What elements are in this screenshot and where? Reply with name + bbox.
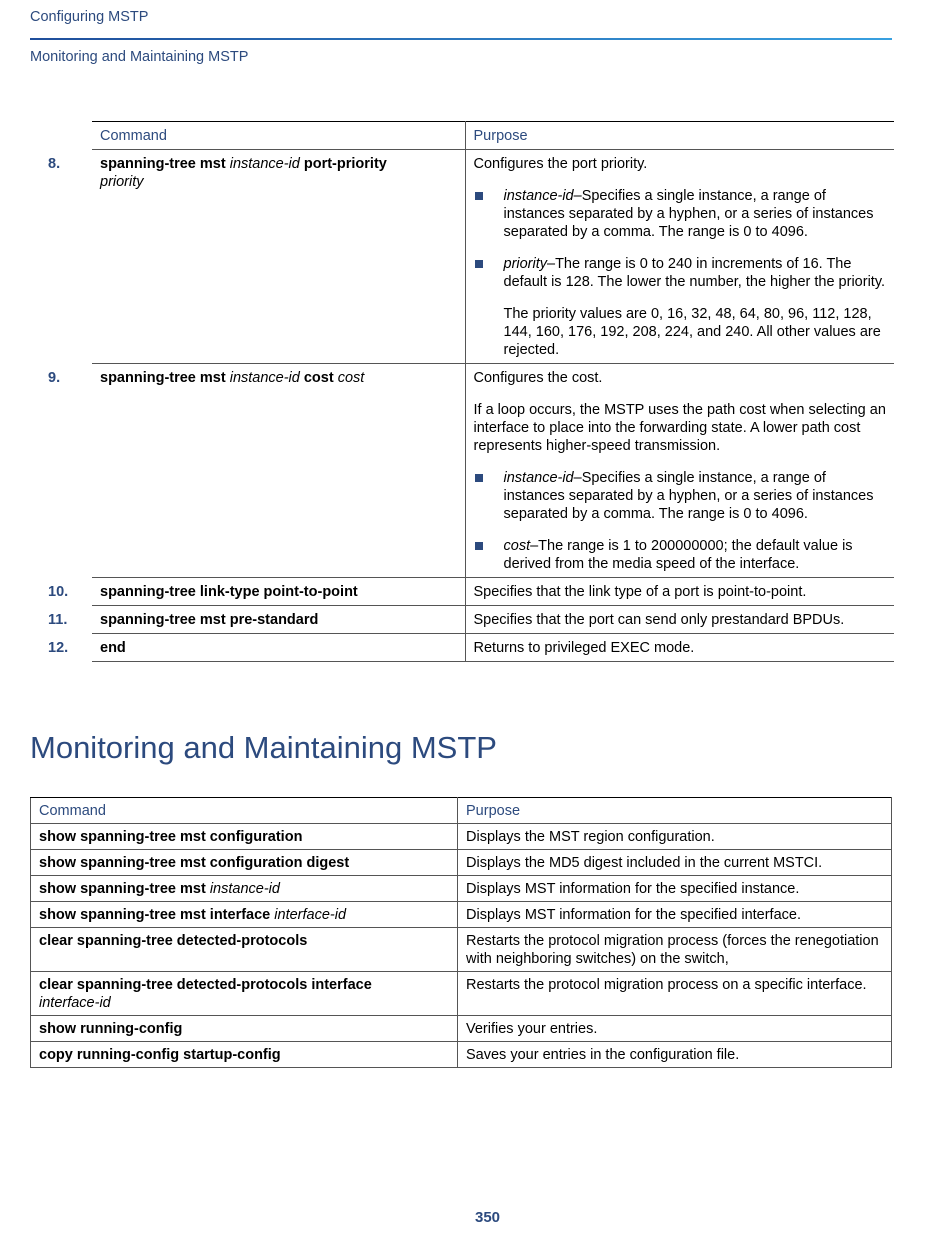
bullet-square-icon [475,260,483,268]
step-number: 11. [48,611,68,628]
column-header-command: Command [31,798,458,824]
bullet-square-icon [475,474,483,482]
section-title: Monitoring and Maintaining MSTP [30,730,497,765]
page-number: 350 [474,1209,501,1226]
step-row-10 [30,578,894,606]
table-row [31,876,892,902]
command-cell: show spanning-tree mst configuration [31,824,458,850]
command-cell: clear spanning-tree detected-protocols interface interface-id [31,972,458,1016]
command-cell: show spanning-tree mst instance-id [31,876,458,902]
step-command: end [92,634,465,662]
step-row-9 [30,364,894,578]
bullet-item: instance-id–Specifies a single instance, a range of instances separated by a hyphen, or a series of instances separated by a comma. The range is 0 to 4096. [474,469,887,523]
running-header-section: Monitoring and Maintaining MSTP [30,49,249,65]
step-number: 12. [48,639,69,656]
step-command: spanning-tree mst instance-id port-priority priority [92,150,465,364]
steps-table [30,121,894,662]
table-row [31,1016,892,1042]
header-rule [30,38,892,40]
command-cell: show spanning-tree mst interface interface-id [31,902,458,928]
steps-table-header [30,122,894,150]
table-row [31,902,892,928]
bullet-item: instance-id–Specifies a single instance, a range of instances separated by a hyphen, or a series of instances separated by a comma. The range is 0 to 4096. [474,187,887,241]
step-number: 8. [48,155,61,172]
step-number: 9. [48,369,61,386]
purpose-text: If a loop occurs, the MSTP uses the path cost when selecting an interface to place into the forwarding state. A lower path cost represents higher-speed transmission. [473,402,886,454]
step-purpose: Specifies that the link type of a port is point-to-point. [465,578,894,606]
step-command: spanning-tree mst pre-standard [92,606,465,634]
step-row-8 [30,150,894,364]
command-cell: show running-config [31,1016,458,1042]
command-cell: clear spanning-tree detected-protocols [31,928,458,972]
command-cell: copy running-config startup-config [31,1042,458,1068]
purpose-cell: Restarts the protocol migration process on a specific interface. [458,972,892,1016]
column-header-purpose: Purpose [465,122,894,150]
bullet-item: cost–The range is 1 to 200000000; the default value is derived from the media speed of the interface. [474,537,887,573]
purpose-cell: Verifies your entries. [458,1016,892,1042]
table-row [31,1042,892,1068]
column-header-command: Command [92,122,465,150]
table-row [31,850,892,876]
monitor-table-header [31,798,892,824]
step-purpose: Specifies that the port can send only prestandard BPDUs. [465,606,894,634]
purpose-note: The priority values are 0, 16, 32, 48, 64, 80, 96, 112, 128, 144, 160, 176, 192, 208, 224, and 240. All other values are rejected. [503,306,881,358]
step-row-12 [30,634,894,662]
bullet-square-icon [475,542,483,550]
running-header-chapter: Configuring MSTP [30,9,149,25]
step-row-11 [30,606,894,634]
purpose-text: Configures the cost. [473,370,603,386]
command-cell: show spanning-tree mst configuration digest [31,850,458,876]
column-header-purpose: Purpose [458,798,892,824]
purpose-cell: Displays the MD5 digest included in the current MSTCI. [458,850,892,876]
step-purpose [465,364,894,578]
bullet-square-icon [475,192,483,200]
purpose-text: Configures the port priority. [473,156,648,172]
step-purpose [465,150,894,364]
table-row [31,824,892,850]
purpose-cell: Restarts the protocol migration process (forces the renegotiation with neighboring switches) on the switch, [458,928,892,972]
purpose-cell: Displays the MST region configuration. [458,824,892,850]
table-row [31,928,892,972]
purpose-cell: Saves your entries in the configuration file. [458,1042,892,1068]
bullet-item: priority–The range is 0 to 240 in increments of 16. The default is 128. The lower the number, the higher the priority. [474,255,887,291]
step-purpose: Returns to privileged EXEC mode. [465,634,894,662]
table-row [31,972,892,1016]
step-number: 10. [48,583,69,600]
monitor-table [30,797,892,1068]
purpose-cell: Displays MST information for the specified instance. [458,876,892,902]
purpose-cell: Displays MST information for the specified interface. [458,902,892,928]
step-command: spanning-tree link-type point-to-point [92,578,465,606]
step-command: spanning-tree mst instance-id cost cost [92,364,465,578]
